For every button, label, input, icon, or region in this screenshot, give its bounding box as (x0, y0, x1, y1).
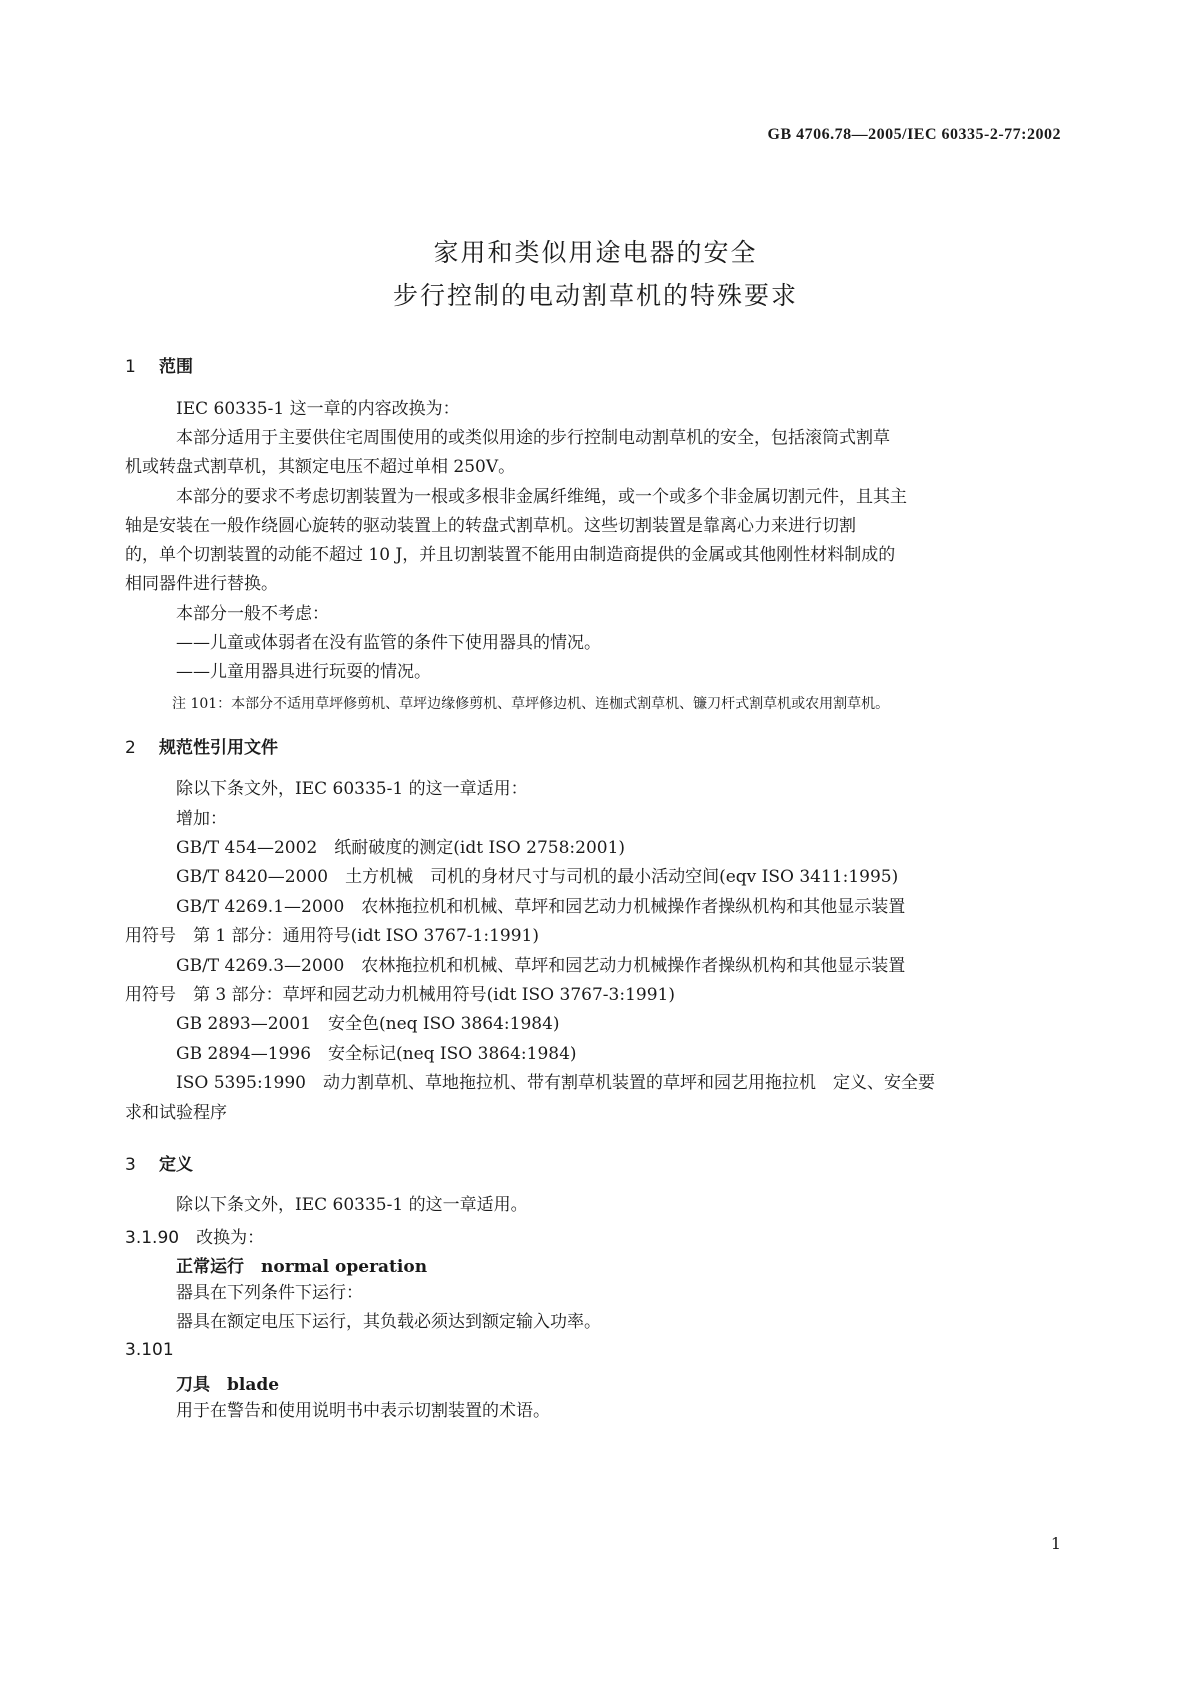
clause-3-101: 3.101 (125, 1340, 174, 1360)
section-2-heading (125, 733, 278, 758)
reference-item: GB/T 4269.3—2000 农林拖拉机和机械、草坪和园艺动力机械操作者操纵机构和其他显示装置 (176, 956, 906, 976)
paragraph: 本部分的要求不考虑切割装置为一根或多根非金属纤维绳，或一个或多个非金属切割元件，且其主 (176, 487, 907, 507)
paragraph: 器具在下列条件下运行： (176, 1283, 363, 1303)
reference-item: 用符号 第 3 部分：草坪和园艺动力机械用符号(idt ISO 3767-3:1991) (125, 985, 675, 1005)
page-number: 1 (1050, 1534, 1061, 1553)
reference-item: GB 2894—1996 安全标记(neq ISO 3864:1984) (176, 1044, 577, 1064)
paragraph: 机或转盘式割草机，其额定电压不超过单相 250V。 (125, 457, 516, 477)
paragraph: IEC 60335-1 这一章的内容改换为： (176, 399, 460, 419)
paragraph: 本部分适用于主要供住宅周围使用的或类似用途的步行控制电动割草机的安全，包括滚筒式割草 (176, 428, 890, 448)
paragraph: 除以下条文外，IEC 60335-1 的这一章适用。 (176, 1195, 528, 1215)
section-title: 范围 (159, 357, 193, 377)
section-title: 定义 (159, 1155, 193, 1175)
title-line-2: 步行控制的电动割草机的特殊要求 (392, 281, 798, 310)
clause-3-1-90: 3.1.90 改换为： (125, 1228, 265, 1248)
section-number: 3 (125, 1155, 136, 1175)
reference-item: ISO 5395:1990 动力割草机、草地拖拉机、带有割草机装置的草坪和园艺用拖拉机 定义、安全要 (176, 1073, 935, 1093)
paragraph: 增加： (176, 809, 227, 829)
section-1-heading (125, 352, 193, 377)
paragraph: 轴是安装在一般作绕圆心旋转的驱动装置上的转盘式割草机。这些切割装置是靠离心力来进行切割 (125, 516, 856, 536)
section-number: 1 (125, 357, 136, 377)
reference-item: GB/T 8420—2000 土方机械 司机的身材尺寸与司机的最小活动空间(eqv ISO 3411:1995) (176, 867, 899, 887)
section-3-heading (125, 1150, 193, 1175)
list-item: ——儿童用器具进行玩耍的情况。 (176, 662, 431, 682)
term-blade: 刀具 blade (176, 1375, 280, 1395)
paragraph: 用于在警告和使用说明书中表示切割装置的术语。 (176, 1401, 550, 1421)
paragraph: 除以下条文外，IEC 60335-1 的这一章适用： (176, 779, 528, 799)
paragraph: 器具在额定电压下运行，其负载必须达到额定输入功率。 (176, 1312, 601, 1332)
section-title: 规范性引用文件 (159, 738, 278, 758)
term-normal-operation: 正常运行 normal operation (176, 1257, 428, 1277)
reference-item: GB/T 4269.1—2000 农林拖拉机和机械、草坪和园艺动力机械操作者操纵机构和其他显示装置 (176, 897, 906, 917)
note: 注 101：本部分不适用草坪修剪机、草坪边缘修剪机、草坪修边机、连枷式割草机、镰刀杆式割草机或农用割草机。 (172, 696, 890, 712)
reference-item: 求和试验程序 (125, 1103, 227, 1123)
section-number: 2 (125, 738, 136, 758)
reference-item: 用符号 第 1 部分：通用符号(idt ISO 3767-1:1991) (125, 926, 539, 946)
standard-code: GB 4706.78—2005/IEC 60335-2-77:2002 (767, 126, 1061, 143)
paragraph: 本部分一般不考虑： (176, 604, 329, 624)
reference-item: GB 2893—2001 安全色(neq ISO 3864:1984) (176, 1014, 560, 1034)
reference-item: GB/T 454—2002 纸耐破度的测定(idt ISO 2758:2001) (176, 838, 626, 858)
paragraph: 相同器件进行替换。 (125, 574, 278, 594)
paragraph: 的，单个切割装置的动能不超过 10 J，并且切割装置不能用由制造商提供的金属或其他刚性材料制成的 (125, 545, 896, 565)
list-item: ——儿童或体弱者在没有监管的条件下使用器具的情况。 (176, 633, 601, 653)
title-line-1: 家用和类似用途电器的安全 (433, 238, 758, 267)
